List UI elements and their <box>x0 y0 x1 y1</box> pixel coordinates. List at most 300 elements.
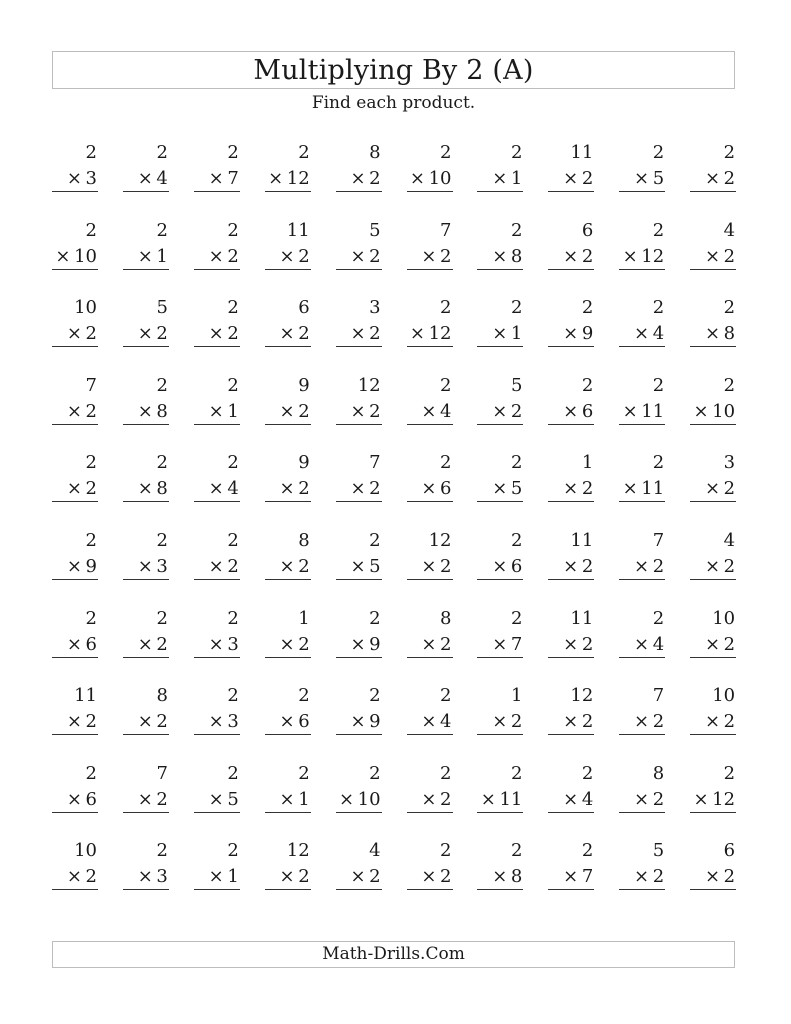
problem <box>690 838 736 890</box>
problem <box>619 373 665 425</box>
problem <box>265 218 311 270</box>
multiplicand: 9 <box>298 374 310 396</box>
problem <box>336 373 382 425</box>
multiplicand: 2 <box>227 607 239 629</box>
problem <box>194 683 240 735</box>
problem <box>265 295 311 347</box>
problem <box>123 218 169 270</box>
problem <box>194 140 240 192</box>
multiplier-row: × 2 <box>265 554 311 580</box>
multiplicand: 2 <box>227 685 239 707</box>
multiplicand: 2 <box>723 297 736 319</box>
multiplier-row: × 2 <box>690 864 736 890</box>
problem <box>336 838 382 890</box>
multiplicand: 2 <box>227 530 239 551</box>
multiplicand: 2 <box>85 452 97 474</box>
multiplier-row: × 1 <box>265 787 311 813</box>
multiplier-row: × 12 <box>265 166 311 192</box>
problem <box>690 450 736 502</box>
multiplicand: 2 <box>510 530 523 551</box>
problem <box>265 528 311 580</box>
multiplier-row: × 4 <box>619 321 665 347</box>
multiplicand: 7 <box>369 452 381 474</box>
multiplier-row: × 2 <box>52 709 98 735</box>
multiplier-row: × 8 <box>123 476 169 502</box>
multiplier-row: × 11 <box>477 787 523 813</box>
problem <box>548 528 594 580</box>
multiplier-row: × 5 <box>619 166 665 192</box>
problem <box>194 373 240 425</box>
problem <box>194 838 240 890</box>
multiplier-row: × 3 <box>123 864 169 890</box>
multiplicand: 1 <box>510 685 523 707</box>
multiplicand: 2 <box>510 762 523 784</box>
multiplicand: 12 <box>357 374 381 396</box>
multiplier-row: × 6 <box>407 476 453 502</box>
multiplier-row: × 2 <box>265 864 311 890</box>
multiplicand: 2 <box>227 762 239 784</box>
multiplier-row: × 2 <box>690 554 736 580</box>
multiplier-row: × 2 <box>690 709 736 735</box>
problem <box>52 373 98 425</box>
multiplicand: 2 <box>440 452 452 474</box>
multiplicand: 2 <box>581 762 594 784</box>
multiplier-row: × 11 <box>619 476 665 502</box>
multiplicand: 2 <box>510 452 523 474</box>
problem <box>407 295 453 347</box>
multiplier-row: × 5 <box>336 554 382 580</box>
problem <box>194 606 240 658</box>
problem <box>619 838 665 890</box>
multiplicand: 2 <box>156 374 168 396</box>
multiplicand: 2 <box>369 685 381 707</box>
multiplier-row: × 2 <box>690 166 736 192</box>
multiplicand: 2 <box>369 607 381 629</box>
multiplicand: 4 <box>369 840 381 862</box>
problem <box>52 606 98 658</box>
problem <box>548 838 594 890</box>
multiplicand: 2 <box>652 219 665 241</box>
multiplicand: 2 <box>156 840 168 862</box>
multiplicand: 2 <box>227 219 239 241</box>
multiplicand: 2 <box>85 219 97 241</box>
multiplier-row: × 8 <box>123 399 169 425</box>
multiplier-row: × 9 <box>52 554 98 580</box>
worksheet-instructions: Find each product. <box>311 93 476 113</box>
multiplier-row: × 2 <box>548 244 594 270</box>
multiplicand: 2 <box>227 452 239 474</box>
multiplier-row: × 2 <box>690 244 736 270</box>
multiplier-row: × 2 <box>336 476 382 502</box>
multiplicand: 2 <box>723 762 736 784</box>
problem <box>123 528 169 580</box>
multiplier-row: × 10 <box>690 399 736 425</box>
multiplicand: 10 <box>712 685 736 707</box>
multiplier-row: × 1 <box>194 864 240 890</box>
multiplicand: 2 <box>652 452 665 474</box>
problem <box>123 373 169 425</box>
problem <box>548 761 594 813</box>
problem <box>336 761 382 813</box>
multiplicand: 2 <box>652 374 665 396</box>
multiplier-row: × 2 <box>548 632 594 658</box>
multiplicand: 9 <box>298 452 310 474</box>
multiplicand: 2 <box>510 297 523 319</box>
multiplicand: 1 <box>298 607 310 629</box>
multiplier-row: × 2 <box>52 321 98 347</box>
multiplier-row: × 7 <box>477 632 523 658</box>
multiplier-row: × 9 <box>548 321 594 347</box>
multiplier-row: × 2 <box>52 476 98 502</box>
multiplier-row: × 2 <box>194 244 240 270</box>
problem <box>52 528 98 580</box>
multiplicand: 11 <box>286 219 310 241</box>
multiplier-row: × 2 <box>619 709 665 735</box>
multiplicand: 6 <box>298 297 310 319</box>
problem <box>548 373 594 425</box>
problem <box>407 683 453 735</box>
multiplicand: 7 <box>652 685 665 707</box>
multiplier-row: × 1 <box>477 321 523 347</box>
multiplicand: 2 <box>510 607 523 629</box>
multiplicand: 5 <box>156 297 168 319</box>
multiplicand: 2 <box>227 142 239 163</box>
multiplicand: 2 <box>156 530 168 551</box>
multiplier-row: × 2 <box>548 476 594 502</box>
multiplier-row: × 9 <box>336 632 382 658</box>
multiplicand: 2 <box>85 762 97 784</box>
multiplier-row: × 6 <box>265 709 311 735</box>
multiplier-row: × 8 <box>477 244 523 270</box>
multiplier-row: × 2 <box>690 632 736 658</box>
multiplicand: 8 <box>156 685 168 707</box>
problem <box>690 295 736 347</box>
multiplier-row: × 2 <box>194 321 240 347</box>
multiplier-row: × 6 <box>52 787 98 813</box>
problem <box>194 450 240 502</box>
multiplicand: 8 <box>369 142 381 163</box>
multiplier-row: × 7 <box>194 166 240 192</box>
multiplier-row: × 12 <box>619 244 665 270</box>
problem <box>52 218 98 270</box>
multiplier-row: × 8 <box>477 864 523 890</box>
multiplier-row: × 4 <box>619 632 665 658</box>
problem <box>407 373 453 425</box>
problem <box>265 450 311 502</box>
problem <box>52 295 98 347</box>
problem <box>52 761 98 813</box>
multiplier-row: × 4 <box>194 476 240 502</box>
multiplicand: 12 <box>570 685 594 707</box>
problem <box>548 295 594 347</box>
multiplicand: 3 <box>723 452 736 474</box>
multiplier-row: × 1 <box>477 166 523 192</box>
multiplicand: 2 <box>298 142 310 163</box>
multiplicand: 10 <box>74 297 97 319</box>
problem <box>194 295 240 347</box>
problem <box>123 606 169 658</box>
multiplier-row: × 11 <box>619 399 665 425</box>
multiplicand: 2 <box>85 530 97 551</box>
multiplier-row: × 2 <box>407 632 453 658</box>
multiplicand: 2 <box>298 762 310 784</box>
problem <box>619 140 665 192</box>
multiplicand: 11 <box>74 685 97 707</box>
multiplicand: 2 <box>156 607 168 629</box>
multiplier-row: × 4 <box>407 709 453 735</box>
multiplier-row: × 3 <box>123 554 169 580</box>
multiplier-row: × 6 <box>477 554 523 580</box>
multiplier-row: × 2 <box>619 787 665 813</box>
multiplicand: 2 <box>652 142 665 163</box>
multiplicand: 2 <box>723 142 736 163</box>
multiplicand: 2 <box>581 297 594 319</box>
multiplier-row: × 2 <box>123 709 169 735</box>
multiplier-row: × 2 <box>194 554 240 580</box>
multiplicand: 2 <box>581 840 594 862</box>
problem <box>52 140 98 192</box>
multiplicand: 2 <box>652 607 665 629</box>
multiplicand: 2 <box>298 685 310 707</box>
problem <box>548 606 594 658</box>
problem <box>477 528 523 580</box>
problem <box>407 838 453 890</box>
problem <box>265 838 311 890</box>
multiplicand: 7 <box>440 219 452 241</box>
multiplier-row: × 7 <box>548 864 594 890</box>
problem <box>123 450 169 502</box>
problem <box>548 683 594 735</box>
multiplier-row: × 2 <box>336 399 382 425</box>
problem <box>407 140 453 192</box>
multiplier-row: × 2 <box>407 244 453 270</box>
multiplicand: 3 <box>369 297 381 319</box>
problem <box>548 140 594 192</box>
multiplier-row: × 2 <box>477 709 523 735</box>
problem <box>619 761 665 813</box>
problem <box>123 838 169 890</box>
title-box <box>52 51 735 89</box>
multiplier-row: × 2 <box>265 476 311 502</box>
problem <box>477 140 523 192</box>
multiplier-row: × 2 <box>548 709 594 735</box>
problem <box>619 683 665 735</box>
multiplicand: 10 <box>712 607 736 629</box>
multiplicand: 2 <box>227 374 239 396</box>
multiplier-row: × 2 <box>548 166 594 192</box>
multiplier-row: × 2 <box>619 554 665 580</box>
multiplicand: 2 <box>723 374 736 396</box>
problem <box>477 373 523 425</box>
multiplicand: 2 <box>581 374 594 396</box>
multiplier-row: × 2 <box>336 166 382 192</box>
multiplicand: 2 <box>652 297 665 319</box>
problem <box>407 218 453 270</box>
multiplicand: 8 <box>652 762 665 784</box>
problem <box>52 450 98 502</box>
multiplicand: 2 <box>156 142 168 163</box>
problem <box>477 218 523 270</box>
multiplier-row: × 2 <box>336 321 382 347</box>
multiplicand: 2 <box>440 685 452 707</box>
multiplicand: 11 <box>570 607 594 629</box>
multiplicand: 2 <box>227 840 239 862</box>
problem <box>336 683 382 735</box>
problem <box>336 140 382 192</box>
problem <box>265 373 311 425</box>
multiplier-row: × 2 <box>619 864 665 890</box>
multiplier-row: × 12 <box>690 787 736 813</box>
problem <box>690 140 736 192</box>
problem <box>123 295 169 347</box>
multiplicand: 2 <box>369 530 381 551</box>
multiplier-row: × 10 <box>336 787 382 813</box>
multiplier-row: × 2 <box>52 864 98 890</box>
problem <box>690 528 736 580</box>
problem <box>265 761 311 813</box>
problem <box>407 606 453 658</box>
problem <box>477 838 523 890</box>
multiplier-row: × 1 <box>123 244 169 270</box>
multiplicand: 7 <box>156 762 168 784</box>
worksheet-title: Multiplying By 2 (A) <box>253 54 534 86</box>
problem <box>265 606 311 658</box>
multiplier-row: × 3 <box>52 166 98 192</box>
problem <box>690 218 736 270</box>
problem <box>619 450 665 502</box>
problem <box>123 761 169 813</box>
multiplier-row: × 10 <box>52 244 98 270</box>
problem <box>194 761 240 813</box>
problem <box>548 218 594 270</box>
multiplicand: 1 <box>581 452 594 474</box>
multiplier-row: × 5 <box>477 476 523 502</box>
multiplier-row: × 3 <box>194 632 240 658</box>
multiplier-row: × 2 <box>123 632 169 658</box>
multiplier-row: × 4 <box>548 787 594 813</box>
multiplier-row: × 5 <box>194 787 240 813</box>
multiplier-row: × 2 <box>265 244 311 270</box>
problem <box>477 761 523 813</box>
footer-site-name: Math-Drills.Com <box>322 944 465 964</box>
problem <box>619 606 665 658</box>
multiplicand: 2 <box>85 607 97 629</box>
problem <box>265 683 311 735</box>
problem <box>477 450 523 502</box>
multiplicand: 2 <box>369 762 381 784</box>
multiplier-row: × 2 <box>407 787 453 813</box>
problem <box>123 140 169 192</box>
multiplier-row: × 2 <box>690 476 736 502</box>
problem <box>52 838 98 890</box>
multiplier-row: × 2 <box>407 554 453 580</box>
multiplicand: 2 <box>440 840 452 862</box>
multiplicand: 2 <box>156 219 168 241</box>
multiplicand: 6 <box>723 840 736 862</box>
multiplicand: 2 <box>156 452 168 474</box>
problem <box>194 218 240 270</box>
problem <box>336 528 382 580</box>
multiplier-row: × 2 <box>265 632 311 658</box>
multiplier-row: × 2 <box>123 321 169 347</box>
problem <box>477 683 523 735</box>
multiplicand: 12 <box>286 840 310 862</box>
multiplicand: 2 <box>227 297 239 319</box>
problem <box>619 528 665 580</box>
problem <box>336 295 382 347</box>
multiplicand: 5 <box>510 374 523 396</box>
multiplicand: 6 <box>581 219 594 241</box>
multiplier-row: × 2 <box>123 787 169 813</box>
multiplier-row: × 10 <box>407 166 453 192</box>
multiplicand: 2 <box>510 840 523 862</box>
multiplier-row: × 2 <box>336 864 382 890</box>
multiplicand: 2 <box>440 297 452 319</box>
multiplier-row: × 12 <box>407 321 453 347</box>
problem <box>265 140 311 192</box>
problem <box>619 218 665 270</box>
multiplier-row: × 2 <box>265 399 311 425</box>
problem <box>407 528 453 580</box>
multiplicand: 4 <box>723 530 736 551</box>
multiplicand: 4 <box>723 219 736 241</box>
multiplicand: 2 <box>510 219 523 241</box>
multiplicand: 2 <box>85 142 97 163</box>
multiplicand: 2 <box>440 374 452 396</box>
multiplier-row: × 4 <box>407 399 453 425</box>
multiplier-row: × 2 <box>52 399 98 425</box>
multiplicand: 5 <box>652 840 665 862</box>
problem <box>407 450 453 502</box>
multiplicand: 2 <box>440 142 452 163</box>
multiplicand: 8 <box>298 530 310 551</box>
multiplicand: 11 <box>570 530 594 551</box>
problem <box>548 450 594 502</box>
problem <box>52 683 98 735</box>
problem <box>690 683 736 735</box>
multiplicand: 11 <box>570 142 594 163</box>
problem <box>407 761 453 813</box>
multiplier-row: × 4 <box>123 166 169 192</box>
multiplier-row: × 3 <box>194 709 240 735</box>
multiplier-row: × 2 <box>548 554 594 580</box>
problem <box>194 528 240 580</box>
problem <box>477 606 523 658</box>
multiplicand: 12 <box>428 530 452 551</box>
problem <box>336 218 382 270</box>
problem <box>123 683 169 735</box>
problem <box>690 606 736 658</box>
multiplier-row: × 9 <box>336 709 382 735</box>
problem <box>690 761 736 813</box>
multiplier-row: × 2 <box>336 244 382 270</box>
multiplier-row: × 6 <box>548 399 594 425</box>
multiplicand: 10 <box>74 840 97 862</box>
multiplicand: 2 <box>440 762 452 784</box>
multiplicand: 8 <box>440 607 452 629</box>
multiplicand: 5 <box>369 219 381 241</box>
multiplier-row: × 2 <box>477 399 523 425</box>
problem <box>619 295 665 347</box>
footer-box <box>52 941 735 968</box>
problem <box>477 295 523 347</box>
multiplicand: 7 <box>85 374 97 396</box>
problem <box>336 606 382 658</box>
multiplier-row: × 8 <box>690 321 736 347</box>
multiplicand: 7 <box>652 530 665 551</box>
multiplier-row: × 6 <box>52 632 98 658</box>
problem <box>690 373 736 425</box>
